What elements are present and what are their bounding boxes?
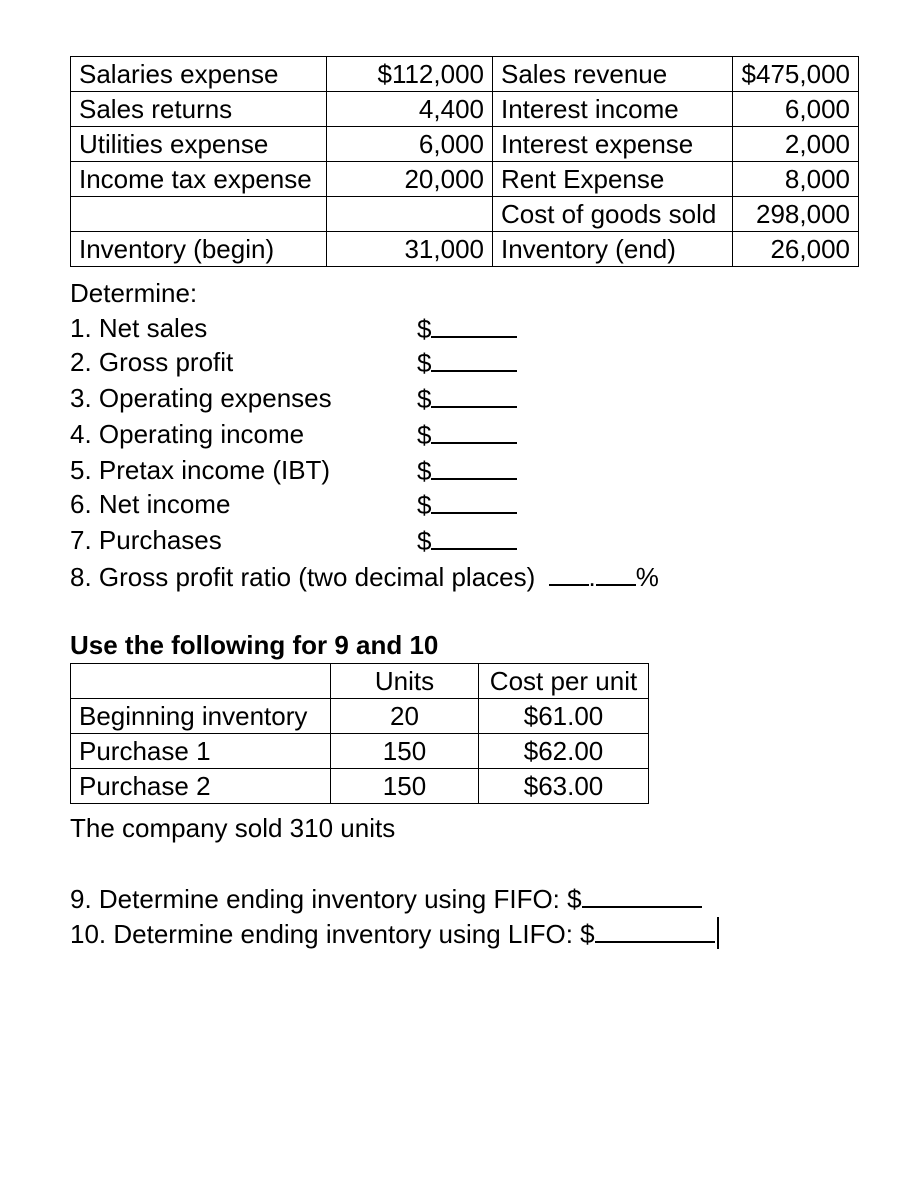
determine-heading: Determine: <box>70 278 198 308</box>
question-label: 2. Gross profit <box>70 347 234 377</box>
answer-line[interactable] <box>431 344 517 372</box>
final-question <box>70 880 702 917</box>
answer-blank[interactable] <box>417 344 517 381</box>
account-value: 6,000 <box>733 92 859 127</box>
account-label: Interest expense <box>493 127 733 162</box>
answer-line[interactable] <box>582 880 702 908</box>
table-row <box>71 734 649 769</box>
answer-line[interactable] <box>431 522 517 550</box>
inventory-units: 20 <box>331 699 479 734</box>
account-value: 26,000 <box>733 232 859 267</box>
inventory-cost: $62.00 <box>479 734 649 769</box>
answer-line[interactable] <box>431 486 517 514</box>
account-label: Interest income <box>493 92 733 127</box>
account-value: 8,000 <box>733 162 859 197</box>
ratio-question <box>70 558 659 595</box>
account-label: Inventory (end) <box>493 232 733 267</box>
table-row <box>71 769 649 804</box>
dollar-prefix: $ <box>417 526 432 556</box>
dollar-prefix: $ <box>417 348 432 378</box>
text-cursor <box>717 917 719 949</box>
inventory-units: 150 <box>331 769 479 804</box>
dollar-prefix: $ <box>417 384 432 414</box>
answer-blank[interactable] <box>417 486 517 523</box>
account-label: Sales returns <box>71 92 327 127</box>
account-label: Rent Expense <box>493 162 733 197</box>
account-value: 4,400 <box>327 92 493 127</box>
account-label: Sales revenue <box>493 57 733 92</box>
account-value: 298,000 <box>733 197 859 232</box>
question-label: 1. Net sales <box>70 313 208 343</box>
account-label: Income tax expense <box>71 162 327 197</box>
account-value: $112,000 <box>327 57 493 92</box>
table-row <box>71 57 859 92</box>
percent-suffix: % <box>635 562 659 592</box>
account-label: Utilities expense <box>71 127 327 162</box>
column-header <box>71 664 331 699</box>
account-value: 20,000 <box>327 162 493 197</box>
account-value: 6,000 <box>327 127 493 162</box>
answer-line[interactable] <box>431 416 517 444</box>
question-label: 3. Operating expenses <box>70 383 332 413</box>
accounts-table <box>70 56 859 267</box>
dollar-prefix: $ <box>417 314 432 344</box>
table-row <box>71 699 649 734</box>
answer-line[interactable] <box>596 558 636 586</box>
table-row <box>71 197 859 232</box>
inventory-table <box>70 663 649 804</box>
table-row <box>71 232 859 267</box>
table-header-row <box>71 664 649 699</box>
inventory-name: Beginning inventory <box>71 699 331 734</box>
dollar-prefix: $ <box>580 919 595 949</box>
table-row <box>71 127 859 162</box>
column-header: Cost per unit <box>479 664 649 699</box>
answer-blank[interactable] <box>417 522 517 559</box>
decimal-point: . <box>588 562 596 592</box>
question-label: 9. Determine ending inventory using FIFO: <box>70 884 560 914</box>
answer-line[interactable] <box>431 310 517 338</box>
table-row <box>71 92 859 127</box>
sold-note: The company sold 310 units <box>70 813 396 843</box>
answer-line[interactable] <box>595 915 715 943</box>
answer-blank[interactable] <box>417 380 517 417</box>
account-value <box>327 197 493 232</box>
answer-blank[interactable] <box>417 416 517 453</box>
question-label: 5. Pretax income (IBT) <box>70 455 331 485</box>
final-question <box>70 915 719 952</box>
inventory-heading: Use the following for 9 and 10 <box>70 630 439 660</box>
inventory-name: Purchase 1 <box>71 734 331 769</box>
answer-line[interactable] <box>549 558 589 586</box>
account-value: 31,000 <box>327 232 493 267</box>
dollar-prefix: $ <box>417 420 432 450</box>
table-row <box>71 162 859 197</box>
dollar-prefix: $ <box>417 490 432 520</box>
question-label: 6. Net income <box>70 489 231 519</box>
account-label: Salaries expense <box>71 57 327 92</box>
inventory-cost: $61.00 <box>479 699 649 734</box>
column-header: Units <box>331 664 479 699</box>
account-label: Cost of goods sold <box>493 197 733 232</box>
question-label: 10. Determine ending inventory using LIFO: <box>70 919 573 949</box>
account-value: 2,000 <box>733 127 859 162</box>
answer-blank[interactable] <box>417 310 517 347</box>
answer-blank[interactable] <box>417 452 517 489</box>
question-label: 7. Purchases <box>70 525 222 555</box>
account-label <box>71 197 327 232</box>
answer-line[interactable] <box>431 380 517 408</box>
answer-line[interactable] <box>431 452 517 480</box>
inventory-cost: $63.00 <box>479 769 649 804</box>
question-label: 8. Gross profit ratio (two decimal places) <box>70 562 536 592</box>
inventory-name: Purchase 2 <box>71 769 331 804</box>
account-value: $475,000 <box>733 57 859 92</box>
inventory-units: 150 <box>331 734 479 769</box>
account-label: Inventory (begin) <box>71 232 327 267</box>
dollar-prefix: $ <box>417 456 432 486</box>
question-label: 4. Operating income <box>70 419 305 449</box>
dollar-prefix: $ <box>567 884 582 914</box>
